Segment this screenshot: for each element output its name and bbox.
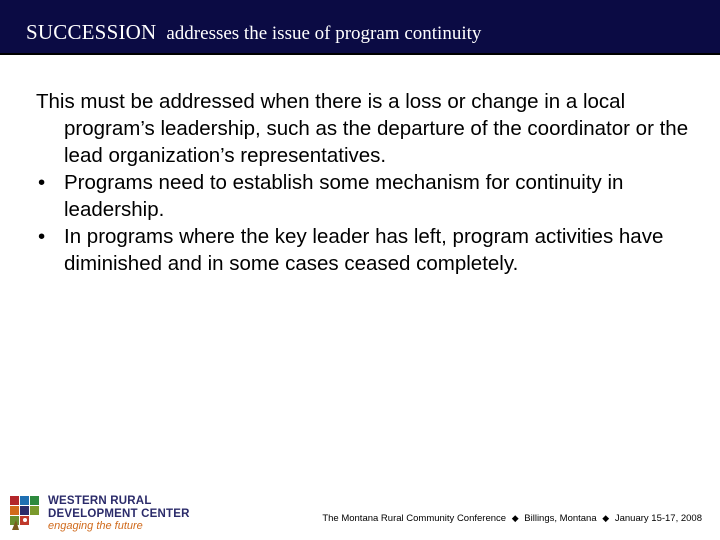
wrdc-logo-mark-icon <box>10 494 44 532</box>
slide-title-bar <box>0 0 720 55</box>
bullet-icon: • <box>38 171 46 194</box>
slide-footer <box>322 513 702 524</box>
bullet-text: In programs where the key leader has left, program activities have diminished and in some cases ceased completely. <box>64 225 664 275</box>
bullet-item <box>36 223 696 277</box>
diamond-separator-icon: ◆ <box>602 513 610 523</box>
footer-place: Billings, Montana <box>524 513 597 524</box>
slide-title-rest: addresses the issue of program continuity <box>166 23 482 44</box>
logo-line-1: WESTERN RURAL <box>48 495 152 507</box>
slide-body <box>36 88 696 277</box>
wrdc-logo <box>10 494 195 534</box>
logo-line-2: DEVELOPMENT CENTER <box>48 508 190 520</box>
bullet-icon: • <box>38 225 46 248</box>
bullet-text: Programs need to establish some mechanism for continuity in leadership. <box>64 171 624 221</box>
slide-title-keyword: SUCCESSION <box>26 20 157 44</box>
bullet-item <box>36 169 696 223</box>
diamond-separator-icon: ◆ <box>511 513 519 523</box>
footer-dates: January 15-17, 2008 <box>614 513 702 524</box>
bullet-list <box>36 169 696 277</box>
footer-event: The Montana Rural Community Conference <box>322 513 507 524</box>
intro-paragraph: This must be addressed when there is a loss or change in a local program’s leadership, such as the departure of the coordinator or the lead organization’s representatives. <box>36 90 689 167</box>
logo-tagline: engaging the future <box>48 520 143 532</box>
